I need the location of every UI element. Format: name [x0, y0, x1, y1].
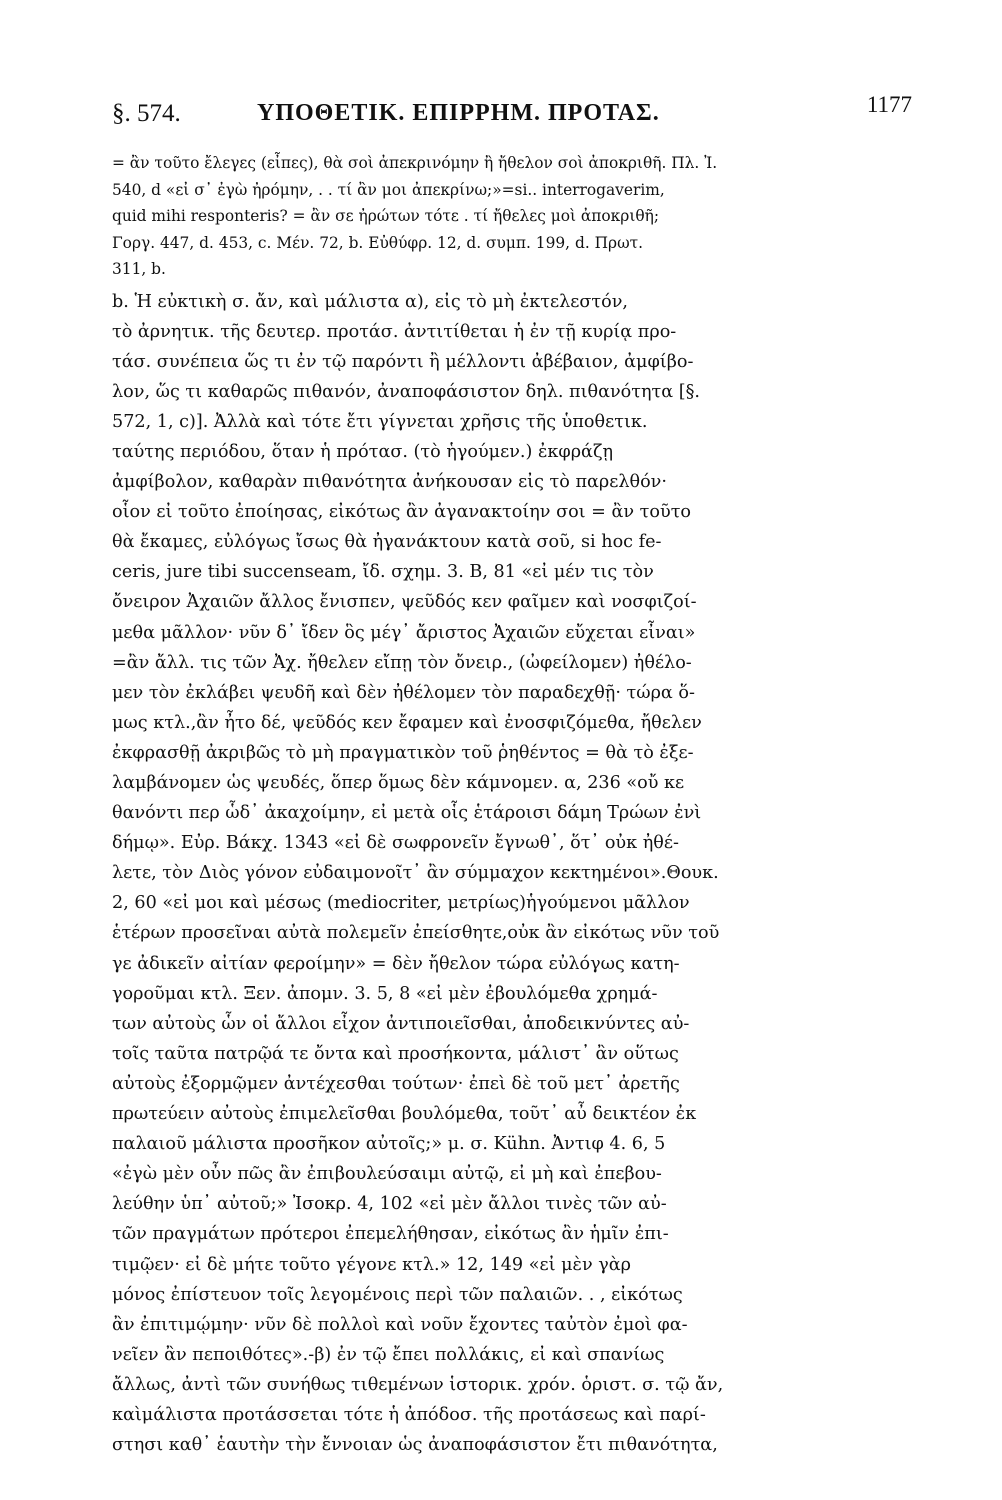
text-line: λεύθην ὑπ᾽ αὐτοῦ;» Ἰσοκρ. 4, 102 «εἰ μὲν ἄλλοι τινὲς τῶν αὐ-	[112, 1194, 667, 1215]
text-line: μόνος ἐπίστευον τοῖς λεγομένοις περὶ τῶν παλαιῶν. . , εἰκότως	[112, 1284, 683, 1305]
book-page	[112, 92, 912, 1456]
text-line: ὄνειρον Ἀχαιῶν ἄλλος ἔνισπεν, ψεῦδός κεν φαῖμεν καὶ νοσφιζοί-	[112, 592, 697, 613]
page-number: 1177	[866, 92, 912, 117]
text-line: λετε, τὸν Διὸς γόνον εὐδαιμονοῖτ᾽ ἂν σύμμαχον κεκτημένοι».Θουκ.	[112, 863, 719, 884]
running-title: ΥΠΟΘΕΤΙΚ. ΕΠΙΡΡΗΜ. ΠΡΟΤΑΣ.	[257, 100, 660, 126]
text-line: ἄλλως, ἀντὶ τῶν συνήθως τιθεμένων ἱστορικ. χρόν. ὁριστ. σ. τῷ ἄν,	[112, 1374, 724, 1395]
text-line: =ἂν ἄλλ. τις τῶν Ἀχ. ἤθελεν εἴπῃ τὸν ὄνειρ., (ὠφείλομεν) ἠθέλο-	[112, 652, 692, 673]
text-line: τιμῷεν· εἰ δὲ μήτε τοῦτο γέγονε κτλ.» 12, 149 «εἰ μὲν γὰρ	[112, 1254, 631, 1275]
text-line: 2, 60 «εἰ μοι καὶ μέσως (mediocriter, μετρίως)ἡγούμενοι μᾶλλον	[112, 893, 690, 914]
text-line: γοροῦμαι κτλ. Ξεν. ἀπομν. 3. 5, 8 «εἰ μὲν ἐβουλόμεθα χρημά-	[112, 983, 658, 1004]
text-line: θὰ ἔκαμες, εὐλόγως ἴσως θὰ ἠγανάκτουν κατὰ σοῦ, si hoc fe-	[112, 532, 662, 553]
note-line: = ἂν τοῦτο ἔλεγες (εἶπες), θὰ σοὶ ἀπεκρινόμην ἢ ἤθελον σοὶ ἀποκριθῆ. Πλ. Ἰ.	[112, 154, 718, 172]
note-line: 311, b.	[112, 260, 166, 278]
note-line: quid mihi responteris? = ἂν σε ἠρώτων τότε . τί ἤθελες μοὶ ἀποκριθῆ;	[112, 207, 660, 225]
note-line: Γοργ. 447, d. 453, c. Μέν. 72, b. Εὐθύφρ. 12, d. συμπ. 199, d. Πρωτ.	[112, 233, 644, 252]
text-line: μως κτλ.,ἂν ἦτο δέ, ψεῦδός κεν ἔφαμεν καὶ ἐνοσφιζόμεθα, ἤθελεν	[112, 712, 702, 733]
text-line: μεθα μᾶλλον· νῦν δ᾽ ἴδεν ὃς μέγ᾽ ἄριστος Ἀχαιῶν εὔχεται εἶναι»	[112, 622, 696, 643]
text-line: γε ἀδικεῖν αἰτίαν φεροίμην» = δὲν ἤθελον τώρα εὐλόγως κατη-	[112, 953, 680, 974]
text-line: b. Ἡ εὐκτικὴ σ. ἄν, καὶ μάλιστα α), εἰς τὸ μὴ ἐκτελεστόν,	[112, 291, 629, 312]
text-line: στησι καθ᾽ ἑαυτὴν τὴν ἔννοιαν ὡς ἀναποφάσιστον ἔτι πιθανότητα,	[112, 1435, 718, 1456]
text-line: ἑτέρων προσεῖναι αὐτὰ πολεμεῖν ἐπείσθητε,οὐκ ἂν εἰκότως νῦν τοῦ	[112, 923, 720, 944]
text-line: «ἐγὼ μὲν οὖν πῶς ἂν ἐπιβουλεύσαιμι αὐτῷ, εἰ μὴ καὶ ἐπεβου-	[112, 1164, 662, 1185]
text-line: τὸ ἀρνητικ. τῆς δευτερ. προτάσ. ἀντιτίθεται ἡ ἐν τῇ κυρίᾳ προ-	[112, 321, 677, 342]
text-line: ἐκφρασθῇ ἀκριβῶς τὸ μὴ πραγματικὸν τοῦ ῥηθέντος = θὰ τὸ ἐξε-	[112, 742, 694, 763]
text-line: νεῖεν ἂν πεποιθότες».-β) ἐν τῷ ἔπει πολλάκις, εἰ καὶ σπανίως	[112, 1344, 665, 1365]
text-line: οἷον εἰ τοῦτο ἐποίησας, εἰκότως ἂν ἀγανακτοίην σοι = ἂν τοῦτο	[112, 502, 692, 523]
text-line: δήμῳ». Εὐρ. Βάκχ. 1343 «εἰ δὲ σωφρονεῖν ἔγνωθ᾽, ὅτ᾽ οὐκ ἠθέ-	[112, 833, 679, 854]
text-line: 572, 1, c)]. Ἀλλὰ καὶ τότε ἔτι γίγνεται χρῆσις τῆς ὑποθετικ.	[112, 411, 648, 432]
text-line: θανόντι περ ὧδ᾽ ἀκαχοίμην, εἰ μετὰ οἷς ἑτάροισι δάμη Τρώων ἐνὶ	[112, 803, 702, 824]
text-line: παλαιοῦ μάλιστα προσῆκον αὐτοῖς;» μ. σ. Kühn. Ἀντιφ 4. 6, 5	[112, 1134, 666, 1155]
main-paragraph	[112, 287, 912, 1461]
text-line: τοῖς ταῦτα πατρῷά τε ὄντα καὶ προσήκοντα, μάλιστ᾽ ἂν οὕτως	[112, 1043, 679, 1064]
note-line: 540, d «εἰ σ᾽ ἐγὼ ἠρόμην, . . τί ἂν μοι ἀπεκρίνω;»=si.. interrogaverim,	[112, 180, 665, 199]
text-line: λαμβάνομεν ὡς ψευδές, ὅπερ ὅμως δὲν κάμνομεν. α, 236 «οὔ κε	[112, 773, 685, 793]
text-line: ἀμφίβολον, καθαρὰν πιθανότητα ἀνήκουσαν εἰς τὸ παρελθόν·	[112, 472, 667, 493]
text-line: καὶμάλιστα προτάσσεται τότε ἡ ἀπόδοσ. τῆς προτάσεως καὶ παρί-	[112, 1404, 706, 1425]
text-line: μεν τὸν ἐκλάβει ψευδῆ καὶ δὲν ἠθέλομεν τὸν παραδεχθῇ· τώρα ὅ-	[112, 682, 695, 703]
text-line: λον, ὥς τι καθαρῶς πιθανόν, ἀναποφάσιστον δηλ. πιθανότητα [§.	[112, 381, 700, 402]
text-line: πρωτεύειν αὐτοὺς ἐπιμελεῖσθαι βουλόμεθα, τοῦτ᾽ αὖ δεικτέον ἐκ	[112, 1104, 697, 1125]
text-line: ταύτης περιόδου, ὅταν ἡ πρότασ. (τὸ ἡγούμεν.) ἐκφράζῃ	[112, 441, 614, 462]
running-header	[112, 92, 912, 144]
section-number: §. 574.	[112, 100, 181, 127]
text-line: ceris, jure tibi succenseam, ἴδ. σχημ. 3. B, 81 «εἰ μέν τις τὸν	[112, 562, 654, 583]
text-line: τῶν πραγμάτων πρότεροι ἐπεμελήθησαν, εἰκότως ἂν ἡμῖν ἐπι-	[112, 1224, 669, 1245]
text-line: τάσ. συνέπεια ὥς τι ἐν τῷ παρόντι ἢ μέλλοντι ἀβέβαιον, ἀμφίβο-	[112, 351, 694, 372]
note-paragraph	[112, 150, 912, 283]
text-line: ἂν ἐπιτιμῴμην· νῦν δὲ πολλοὶ καὶ νοῦν ἔχοντες ταὐτὸν ἐμοὶ φα-	[112, 1314, 688, 1335]
text-line: αὐτοὺς ἐξορμῷμεν ἀντέχεσθαι τούτων· ἐπεὶ δὲ τοῦ μετ᾽ ἀρετῆς	[112, 1073, 680, 1094]
text-line: των αὐτοὺς ὧν οἱ ἄλλοι εἶχον ἀντιποιεῖσθαι, ἀποδεικνύντες αὐ-	[112, 1013, 690, 1034]
